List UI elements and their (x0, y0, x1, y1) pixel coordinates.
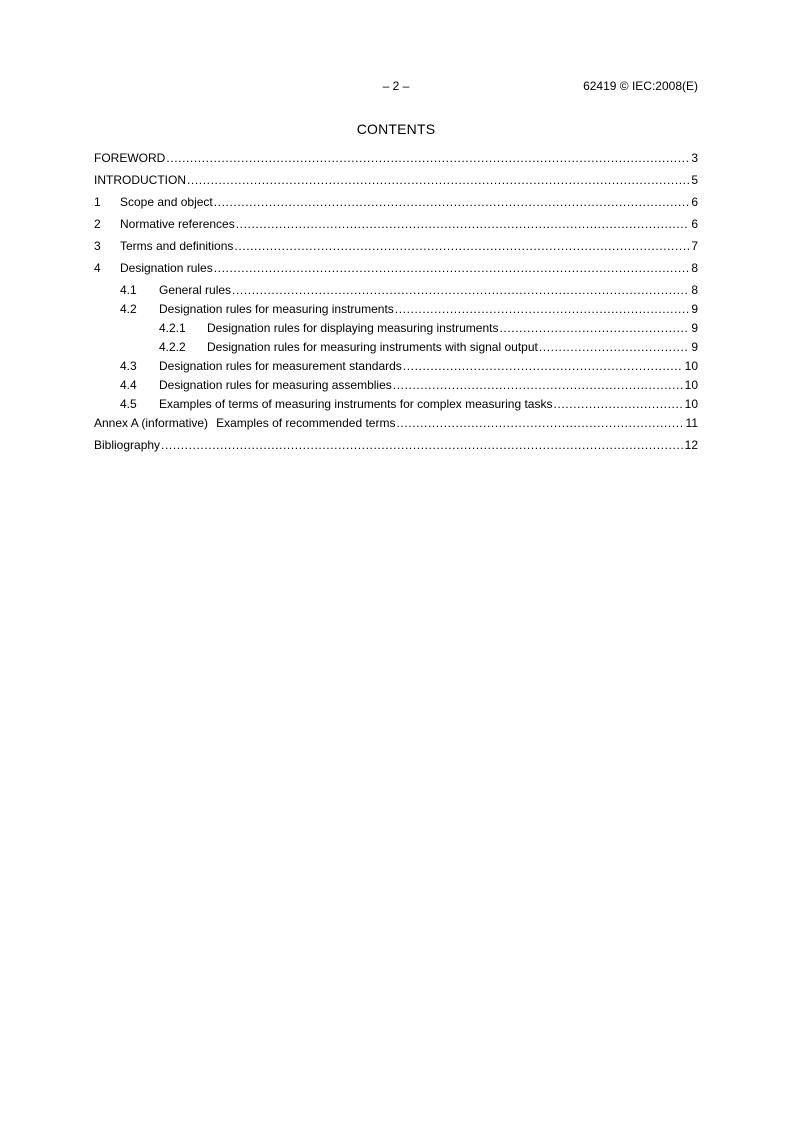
toc-entry-number: 2 (94, 217, 101, 231)
toc-entry-page: 10 (684, 397, 698, 411)
toc-entry-clause-1[interactable] (94, 195, 698, 210)
toc-entry-foreword[interactable] (94, 151, 698, 166)
toc-entry-page: 9 (691, 302, 698, 316)
toc-entry-page: 3 (691, 151, 698, 165)
toc-entry-clause-4-2[interactable] (94, 302, 698, 317)
toc-entry-page: 8 (691, 283, 698, 297)
toc-entry-page: 9 (691, 321, 698, 335)
toc-entry-introduction[interactable] (94, 173, 698, 188)
toc-entry-clause-4-4[interactable] (94, 378, 698, 393)
toc-entry-title: Designation rules for displaying measuring instruments (207, 321, 499, 335)
toc-entry-page: 11 (685, 416, 698, 430)
toc-entry-title: Designation rules for measuring instruments (159, 302, 394, 316)
dot-leader (553, 397, 682, 412)
toc-entry-title: General rules (159, 283, 232, 297)
toc-entry-page: 7 (691, 239, 698, 253)
dot-leader (187, 173, 689, 188)
toc-entry-page: 10 (684, 359, 698, 373)
toc-entry-title: Bibliography (94, 438, 161, 452)
toc-entry-page: 9 (691, 340, 698, 354)
toc-entry-page: 8 (691, 261, 698, 275)
dot-leader (396, 416, 683, 431)
toc-entry-number: 4.2 (120, 302, 137, 316)
dot-leader (166, 151, 689, 166)
toc-entry-number: 4.1 (120, 283, 137, 297)
document-reference: 62419 © IEC:2008(E) (583, 79, 698, 93)
dot-leader (393, 378, 683, 393)
dot-leader (161, 438, 683, 453)
page-number: – 2 – (382, 79, 410, 93)
toc-entry-clause-4-5[interactable] (94, 397, 698, 412)
toc-entry-number: 4.4 (120, 378, 137, 392)
toc-entry-title: Designation rules for measurement standards (159, 359, 402, 373)
toc-entry-clause-4-1[interactable] (94, 283, 698, 298)
dot-leader (234, 239, 689, 254)
toc-entry-number: 4.5 (120, 397, 137, 411)
toc-entry-title: INTRODUCTION (94, 173, 186, 187)
dot-leader (214, 261, 690, 276)
toc-entry-title: Terms and definitions (120, 239, 234, 253)
toc-entry-clause-4-2-1[interactable] (94, 321, 698, 336)
dot-leader (539, 340, 689, 355)
toc-entry-clause-4-2-2[interactable] (94, 340, 698, 355)
contents-title: CONTENTS (356, 121, 436, 137)
toc-entry-number: 4.2.2 (159, 340, 186, 354)
toc-entry-title: FOREWORD (94, 151, 166, 165)
toc-entry-title: Examples of recommended terms (216, 416, 396, 430)
toc-entry-page: 6 (691, 195, 698, 209)
dot-leader (232, 283, 689, 298)
toc-entry-number: 1 (94, 195, 101, 209)
toc-entry-page: 6 (691, 217, 698, 231)
page-header (94, 78, 698, 94)
dot-leader (214, 195, 690, 210)
toc-entry-title: Examples of terms of measuring instruments for complex measuring tasks (159, 397, 553, 411)
toc-entry-page: 10 (684, 378, 698, 392)
toc-entry-annex-a[interactable] (94, 416, 698, 431)
toc-entry-title: Scope and object (120, 195, 213, 209)
toc-entry-title: Normative references (120, 217, 235, 231)
toc-entry-clause-4-3[interactable] (94, 359, 698, 374)
toc-entry-page: 12 (684, 438, 698, 452)
toc-entry-number: 3 (94, 239, 101, 253)
dot-leader (499, 321, 689, 336)
toc-entry-page: 5 (691, 173, 698, 187)
toc-entry-number: 4.2.1 (159, 321, 186, 335)
toc-entry-number: 4.3 (120, 359, 137, 373)
dot-leader (403, 359, 683, 374)
toc-entry-clause-3[interactable] (94, 239, 698, 254)
toc-entry-number: Annex A (informative) (94, 416, 209, 430)
toc-entry-clause-2[interactable] (94, 217, 698, 232)
table-of-contents (94, 151, 698, 453)
toc-entry-clause-4[interactable] (94, 261, 698, 276)
toc-entry-number: 4 (94, 261, 101, 275)
toc-entry-bibliography[interactable] (94, 438, 698, 453)
toc-entry-title: Designation rules (120, 261, 213, 275)
toc-entry-title: Designation rules for measuring instruments with signal output (207, 340, 538, 354)
toc-entry-title: Designation rules for measuring assemblies (159, 378, 392, 392)
dot-leader (395, 302, 690, 317)
dot-leader (236, 217, 690, 232)
